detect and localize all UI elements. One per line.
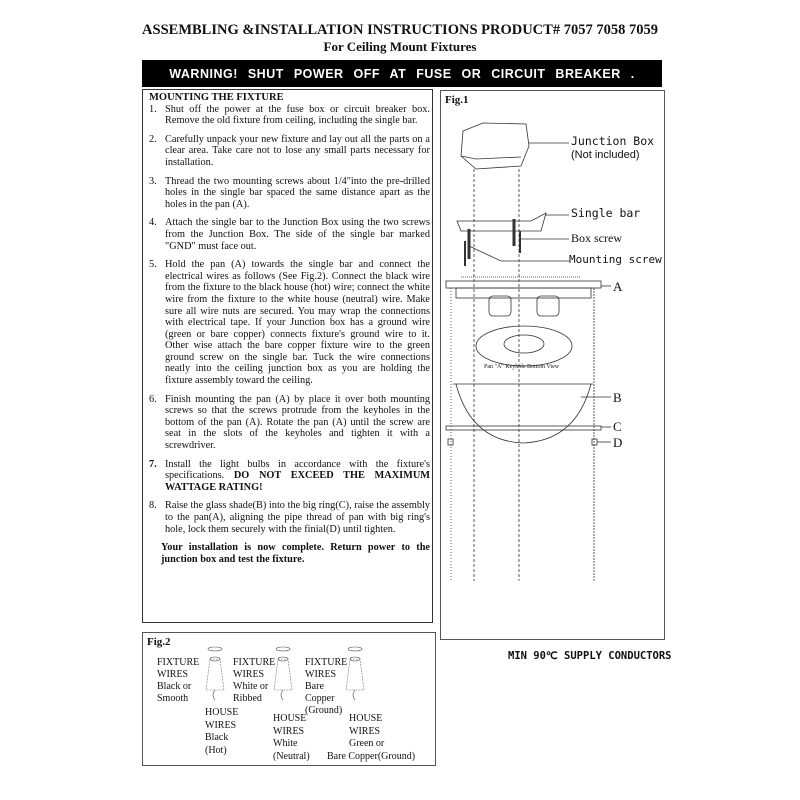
fixture-wire-label: FIXTURE [157,657,200,668]
single-bar-label: Single bar [571,206,641,220]
instruction-step [149,259,430,387]
warning-banner: WARNING! SHUT POWER OFF AT FUSE OR CIRCUIT BREAKER . [142,60,662,87]
document-title: ASSEMBLING &INSTALLATION INSTRUCTIONS PRODUCT# 7057 7058 7059 [142,22,658,38]
step-text: Raise the glass shade(B) into the big ring(C), raise the assembly to the pan(A), aligning the pipe thread of pan with big ring's hole, lock them securely with the finial(D) until tighten. [165,500,430,535]
part-c-label: C [613,419,622,434]
step-text: Thread the two mounting screws about 1/4"into the pre-drilled holes in the single bar spaced the same distance apart as the holes in the pan (A). [165,175,430,210]
step-text: Shut off the power at the fuse box or circuit breaker box. Remove the old fixture from ceiling, including the single bar. [165,103,430,127]
house-wire-label: HOUSE [205,707,239,718]
min-supply-conductors-note: MIN 90℃ SUPPLY CONDUCTORS [508,650,672,662]
house-wire-label: Bare Copper(Ground) [327,750,416,762]
fixture-wire-label: Black or [157,681,192,692]
house-wire-label: (Hot) [205,744,227,756]
fixture-wire-label: FIXTURE [305,657,348,668]
house-wire-label: Green or [349,738,385,749]
step-text: Install the light bulbs in accordance with the fixture's specifications. DO NOT EXCEED THE MAXIMUM WATTAGE RATING! [165,458,431,493]
instruction-step [149,459,430,494]
step-warning: DO NOT EXCEED THE MAXIMUM WATTAGE RATING! [165,470,431,493]
fixture-wire-label: Smooth [157,693,189,704]
step-number: 4. [149,217,157,229]
fixture-wire-label: Ribbed [233,693,262,704]
fixture-wire-label: WIRES [305,669,337,680]
figure-2-label: Fig.2 [147,636,171,648]
step-number: 3. [149,175,157,187]
wire-nut-icon [271,645,295,705]
not-included-label: (Not included) [571,149,640,161]
completion-note: Your installation is now complete. Return power to the junction box and test the fixture. [161,542,430,565]
step-text: Carefully unpack your new fixture and lay out all the parts on a clear area. Take care not to lose any small parts necessary for installation. [165,133,430,168]
fixture-wire-label: Bare [305,681,324,692]
part-a-label: A [613,279,623,294]
step-number: 7. [149,458,157,470]
step-number: 6. [149,393,157,405]
instructions-heading: MOUNTING THE FIXTURE [149,92,284,103]
box-screw-label: Box screw [571,231,622,245]
pan-keyhole-caption: Pan "A" Keyhole Bottom View [484,364,560,370]
step-number: 5. [149,259,157,271]
wire-nut-icon [343,645,367,705]
figure-1-label: Fig.1 [445,94,469,106]
step-text: Attach the single bar to the Junction Box using the two screws from the Junction Box. The side of the single bar marked "GND" must face out. [165,217,430,252]
house-wire-label: HOUSE [273,713,307,724]
step-number: 2. [149,133,157,145]
pan-a-drawing [446,277,601,298]
instruction-step [149,104,430,127]
junction-box-drawing [461,123,529,169]
figure-1 [440,90,665,640]
fixture-wire-label: FIXTURE [233,657,276,668]
document-subtitle: For Ceiling Mount Fixtures [323,39,477,54]
part-d-label: D [613,435,623,450]
instruction-step [149,176,430,211]
fixture-wire-label: WIRES [233,669,265,680]
house-wire-label: (Neutral) [273,750,310,762]
part-b-label: B [613,390,622,405]
instruction-step [149,217,430,252]
instruction-step [149,134,430,169]
house-wire-label: WIRES [273,725,305,737]
house-wire-label: Black [205,732,229,743]
junction-box-label: Junction Box [571,134,655,148]
step-number: 8. [149,500,157,512]
step-text: Hold the pan (A) towards the single bar and connect the electrical wires as follows (See Fig.2). Connect the black wire from the fixture to the black house (hot) wire; connect the white wire from the fixture to the white house (neutral) wire. Make sure all wire nuts are secured. You may wrap the connections with electrical tape. If your Junction box has a ground wire (green or bare copper) connects fixture's ground wire to it. Other wise attach the bare copper fixture wire to the green ground screw on the single bar. Tuck the wire connections neatly into the ceiling junction box as you are holding the fixture assembly toward the ceiling. [165,259,430,387]
fixture-wire-label: WIRES [157,669,189,680]
house-wire-label: White [273,738,298,749]
instruction-step [149,500,430,535]
fixture-wire-label: Copper [305,693,335,704]
single-bar-drawing [457,213,546,266]
house-wire-label: WIRES [205,719,237,731]
instruction-step [149,394,430,452]
fixture-wire-label: (Ground) [305,705,343,716]
mounting-screw-label: Mounting screw [569,253,662,266]
step-text: Finish mounting the pan (A) by place it over both mounting screws so that the screws protrude from the keyholes in the bottom of the pan (A). Rotate the pan (A) until the screw are seat in the slots of the keyholes and tighten it with a screwdriver. [165,393,430,452]
house-wire-label: HOUSE [349,713,383,724]
figure-2 [142,632,436,766]
wire-nut-icon [203,645,227,705]
step-number: 1. [149,103,157,115]
house-wire-label: WIRES [349,725,381,737]
instructions-panel [142,89,433,623]
fixture-wire-label: White or [233,681,269,692]
